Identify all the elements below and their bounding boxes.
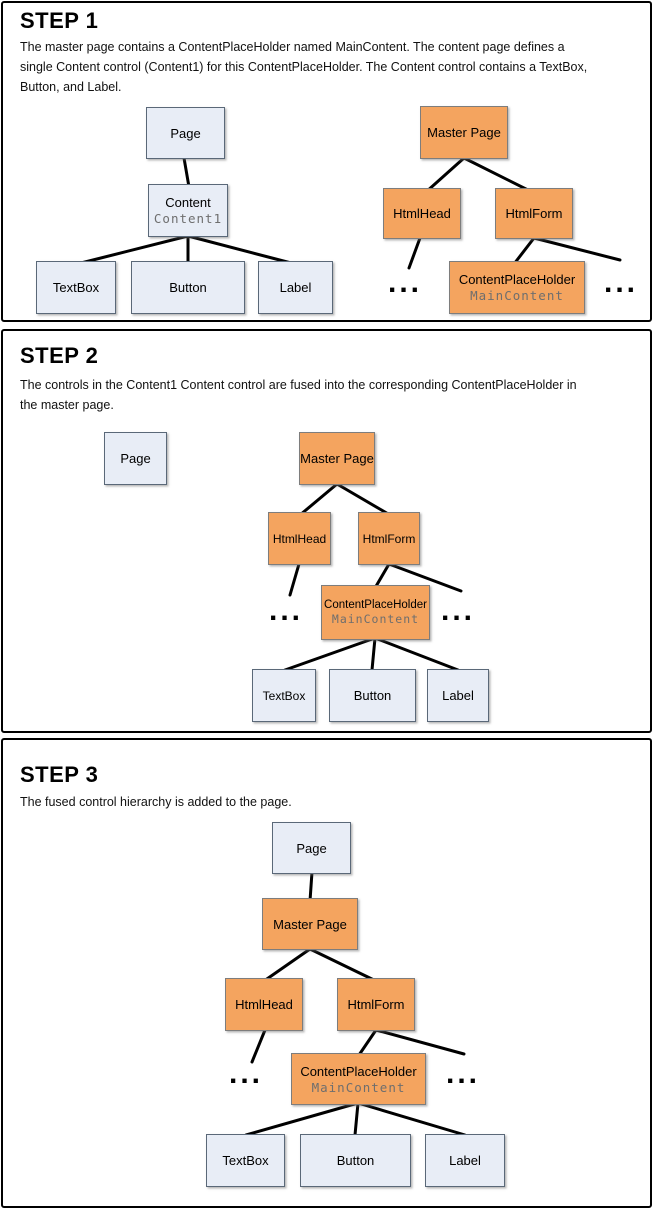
step3-panel: STEP 3 The fused control hierarchy is added to the page. Page Master Page HtmlHead HtmlForm ContentPlaceHolder MainContent TextBox Button Label ... ... (1, 738, 652, 1208)
node-label: Master Page (300, 451, 374, 466)
step3-page-node (272, 822, 351, 874)
node-label: Label (442, 688, 474, 703)
node-label: HtmlForm (505, 206, 563, 221)
step2-description: The controls in the Content1 Content control are fused into the corresponding ContentPlaceHolder in the master page. (20, 378, 577, 412)
node-label: Page (170, 125, 201, 141)
node-id-label: Content1 (153, 211, 223, 226)
step2-label-node (427, 669, 489, 722)
step1-htmlhead-node (383, 188, 461, 239)
step2-page-node (104, 432, 167, 485)
step1-panel: STEP 1 The master page contains a ContentPlaceHolder named MainContent. The content page defines a single Content control (Content1) for this ContentPlaceHolder. The Content control contains a TextBox, Button, and Label. Page Content Content1 TextBox Button Label Master Page HtmlHead HtmlForm ContentPlaceHolder MainContent ... ... (1, 1, 652, 322)
node-label: HtmlHead (272, 531, 327, 546)
step1-title: STEP 1 (20, 8, 99, 33)
step3-description: The fused control hierarchy is added to the page. (20, 795, 292, 809)
step3-master-page-node (262, 898, 358, 950)
node-id-label: MainContent (311, 1079, 406, 1095)
step2-htmlhead-node (268, 512, 331, 565)
step1-master-page-node (420, 106, 508, 159)
step1-content-node (148, 184, 228, 237)
node-label: HtmlHead (393, 206, 451, 221)
node-id-label: MainContent (331, 612, 420, 626)
step2-title: STEP 2 (20, 343, 99, 368)
node-label: ContentPlaceHolder (300, 1063, 417, 1079)
node-label: Page (296, 840, 327, 856)
node-label: Button (169, 280, 207, 295)
node-id-label: MainContent (470, 288, 564, 303)
node-label: Master Page (427, 125, 501, 140)
node-label: HtmlForm (362, 531, 416, 546)
step1-description: The master page contains a ContentPlaceHolder named MainContent. The content page defines a single Content control (Content1) for this ContentPlaceHolder. The Content control contains a TextBox, Button, and Label. (20, 40, 588, 94)
step3-title: STEP 3 (20, 762, 99, 787)
step1-page-node (146, 107, 225, 159)
step1-label-node (258, 261, 333, 314)
step3-htmlform-node (337, 978, 415, 1031)
step3-label-node (425, 1134, 505, 1187)
step3-textbox-node (206, 1134, 285, 1187)
step2-htmlform-node (358, 512, 420, 565)
step2-master-page-node (299, 432, 375, 485)
node-label: HtmlHead (235, 997, 293, 1012)
step2-contentplaceholder-node (321, 585, 430, 640)
node-label: Label (449, 1153, 481, 1168)
node-label: Button (336, 1153, 375, 1168)
node-label: HtmlForm (347, 997, 405, 1012)
node-label: TextBox (262, 688, 306, 703)
step3-htmlhead-node (225, 978, 303, 1031)
step1-button-node (131, 261, 245, 314)
step2-button-node (329, 669, 416, 722)
step2-textbox-node (252, 669, 316, 722)
node-label: Label (279, 280, 312, 295)
step2-panel: STEP 2 The controls in the Content1 Content control are fused into the corresponding ContentPlaceHolder in the master page. Page Master Page HtmlHead HtmlForm ContentPlaceHolder MainContent TextBox Button Label ... ... (1, 329, 652, 733)
node-label: Page (120, 451, 151, 466)
step3-contentplaceholder-node (291, 1053, 426, 1105)
node-label: Button (353, 688, 392, 703)
step3-button-node (300, 1134, 411, 1187)
step1-htmlform-node (495, 188, 573, 239)
step1-textbox-node (36, 261, 116, 314)
node-label: Content (165, 195, 211, 210)
node-label: ContentPlaceHolder (324, 599, 427, 611)
node-label: ContentPlaceHolder (458, 272, 576, 287)
step1-contentplaceholder-node (449, 261, 585, 314)
node-label: TextBox (222, 1153, 269, 1168)
node-label: TextBox (52, 280, 100, 295)
node-label: Master Page (273, 916, 347, 932)
